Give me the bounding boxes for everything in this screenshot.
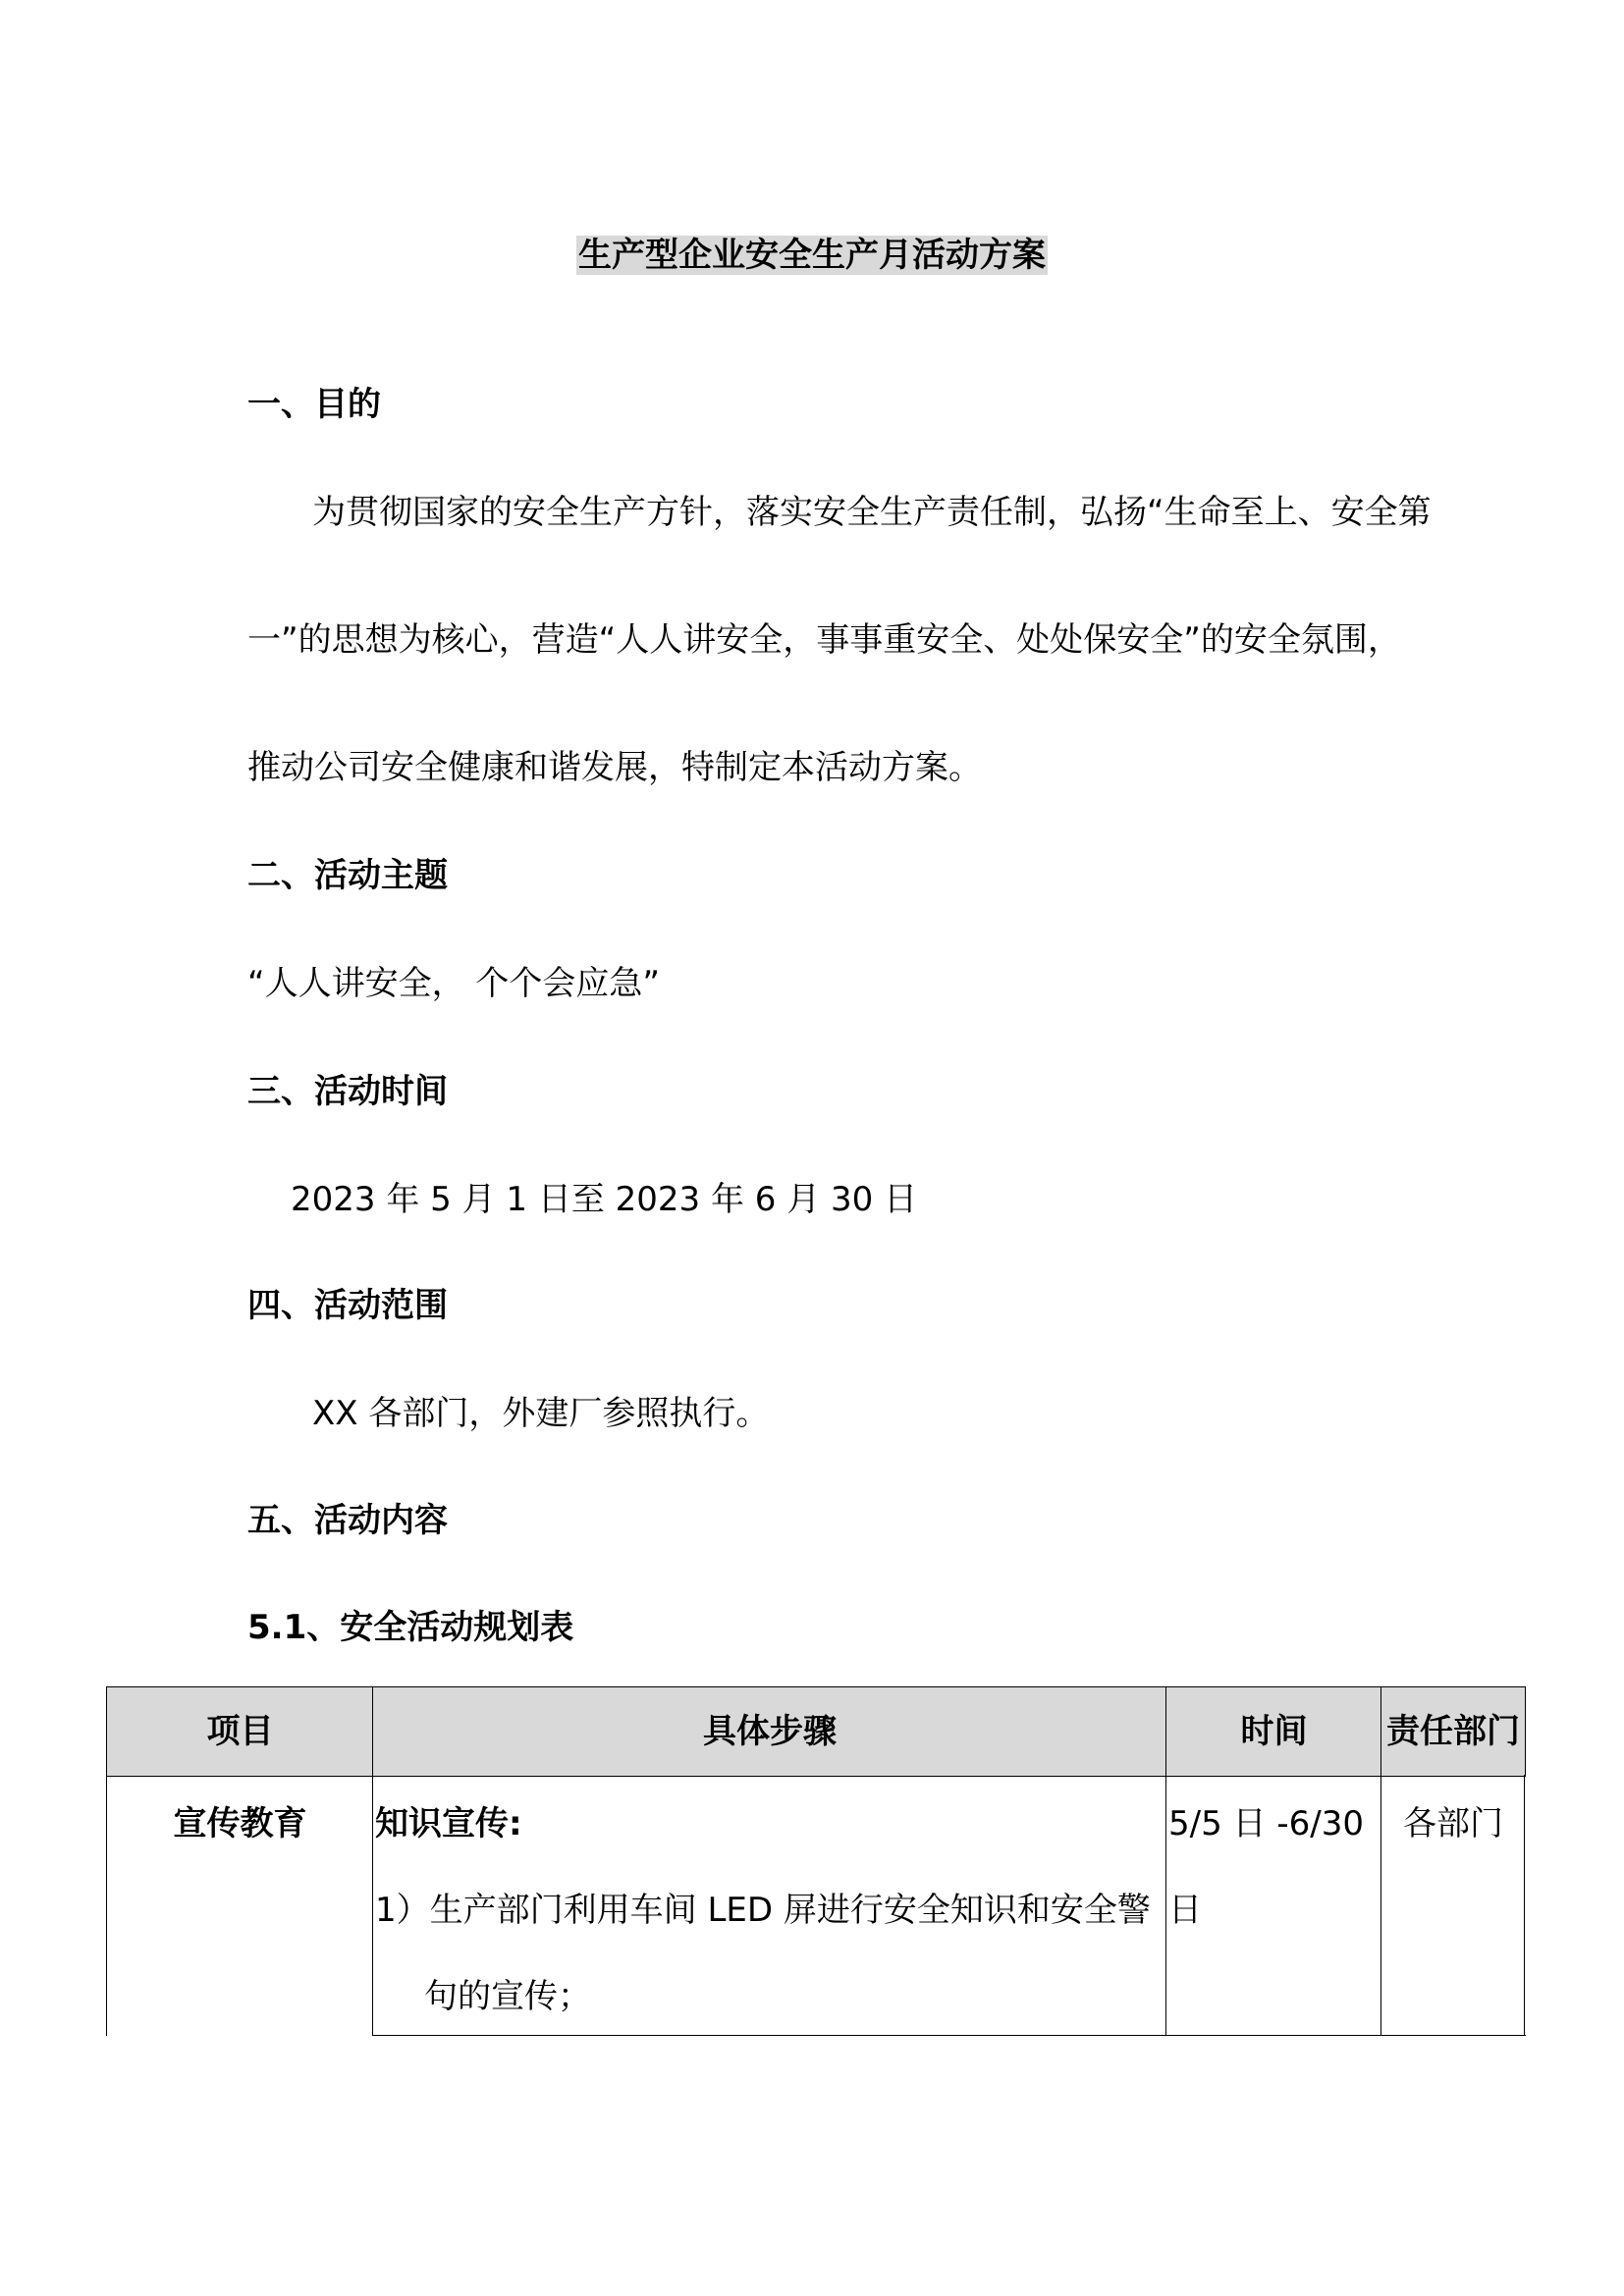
table-row-time-line-2: 日 <box>1168 1891 1202 1930</box>
table-border-row-bottom <box>372 2035 1526 2036</box>
table-row-steps-line-2: 句的宣传； <box>424 1977 591 2016</box>
table-border-col-2 <box>1165 1775 1166 2036</box>
table-header-item: 项目 <box>106 1686 374 1777</box>
activity-plan-table <box>106 1686 1526 2036</box>
purpose-paragraph-line-3: 推动公司安全健康和谐发展，特制定本活动方案。 <box>247 748 982 787</box>
section-heading-time: 三、活动时间 <box>247 1072 448 1111</box>
table-row-item: 宣传教育 <box>173 1804 307 1843</box>
table-header-dept: 责任部门 <box>1380 1686 1526 1777</box>
document-title <box>0 234 1624 277</box>
table-header-steps: 具体步骤 <box>372 1686 1167 1777</box>
table-row-steps-line-1: 1）生产部门利用车间 LED 屏进行安全知识和安全警 <box>375 1891 1151 1930</box>
time-text: 2023 年 5 月 1 日至 2023 年 6 月 30 日 <box>291 1180 918 1219</box>
section-heading-scope: 四、活动范围 <box>247 1286 448 1325</box>
theme-text: “人人讲安全， 个个会应急” <box>247 964 661 1003</box>
subsection-heading-plan-table: 5.1、安全活动规划表 <box>247 1608 574 1647</box>
table-row-steps-title: 知识宣传: <box>375 1804 522 1843</box>
table-row-dept: 各部门 <box>1403 1804 1503 1843</box>
scope-text: XX 各部门，外建厂参照执行。 <box>312 1394 770 1433</box>
section-heading-content: 五、活动内容 <box>247 1501 448 1540</box>
purpose-paragraph-line-1: 为贯彻国家的安全生产方针，落实安全生产责任制，弘扬“生命至上、安全第 <box>312 493 1432 532</box>
section-heading-theme: 二、活动主题 <box>247 856 448 895</box>
section-heading-purpose: 一、目的 <box>247 385 381 424</box>
table-header-time: 时间 <box>1165 1686 1382 1777</box>
document-title-text: 生产型企业安全生产月活动方案 <box>578 236 1046 275</box>
table-row-time-line-1: 5/5 日 -6/30 <box>1168 1804 1364 1843</box>
purpose-paragraph-line-2: 一”的思想为核心，营造“人人讲安全，事事重安全、处处保安全”的安全氛围， <box>247 620 1401 660</box>
